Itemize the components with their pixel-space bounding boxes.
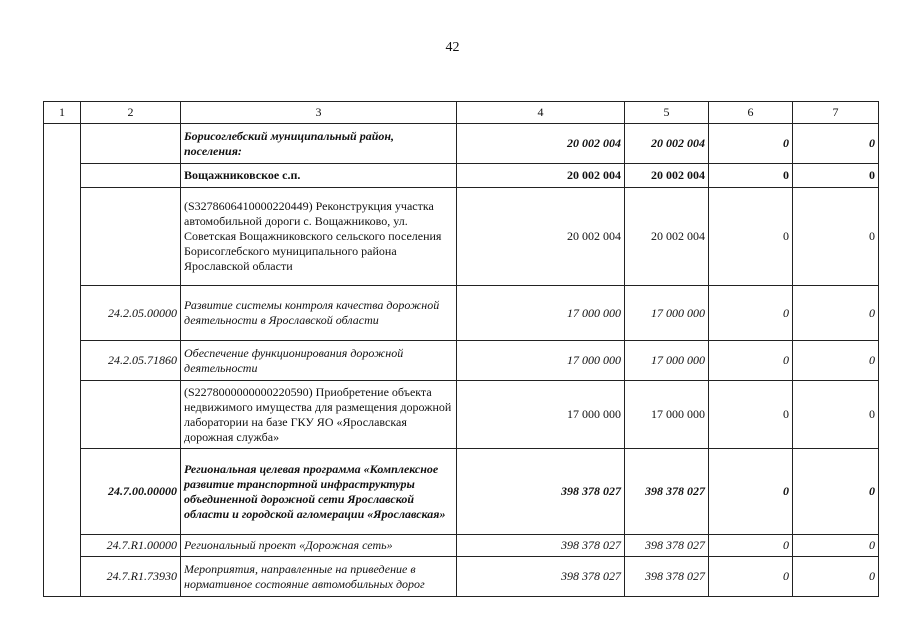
table-row — [44, 449, 879, 535]
value-cell: 17 000 000 — [457, 341, 625, 381]
value-cell: 398 378 027 — [625, 535, 709, 557]
value-cell: 20 002 004 — [625, 164, 709, 188]
table-row — [44, 124, 879, 164]
value-cell: 0 — [709, 286, 793, 341]
name-cell: Вощажниковское с.п. — [181, 164, 457, 188]
value-cell: 0 — [709, 341, 793, 381]
value-cell: 398 378 027 — [457, 535, 625, 557]
column-header: 2 — [81, 102, 181, 124]
code-cell — [81, 188, 181, 286]
value-cell: 0 — [709, 188, 793, 286]
value-cell: 17 000 000 — [457, 381, 625, 449]
column-1-cell — [44, 124, 81, 597]
code-cell: 24.7.R1.73930 — [81, 557, 181, 597]
name-cell: Борисоглебский муниципальный район, поселения: — [181, 124, 457, 164]
value-cell: 0 — [793, 188, 879, 286]
value-cell: 0 — [793, 164, 879, 188]
value-cell: 0 — [709, 449, 793, 535]
value-cell: 20 002 004 — [625, 188, 709, 286]
table-row — [44, 535, 879, 557]
code-cell: 24.2.05.71860 — [81, 341, 181, 381]
table-row — [44, 286, 879, 341]
name-cell: Развитие системы контроля качества дорожной деятельности в Ярославской области — [181, 286, 457, 341]
value-cell: 20 002 004 — [457, 124, 625, 164]
value-cell: 20 002 004 — [457, 164, 625, 188]
code-cell — [81, 381, 181, 449]
value-cell: 0 — [709, 124, 793, 164]
value-cell: 0 — [709, 381, 793, 449]
page-number: 42 — [445, 40, 460, 55]
value-cell: 398 378 027 — [625, 557, 709, 597]
value-cell: 0 — [709, 535, 793, 557]
value-cell: 0 — [793, 535, 879, 557]
value-cell: 0 — [793, 557, 879, 597]
code-cell: 24.7.R1.00000 — [81, 535, 181, 557]
value-cell: 17 000 000 — [457, 286, 625, 341]
column-header: 7 — [793, 102, 879, 124]
value-cell: 0 — [709, 164, 793, 188]
code-cell — [81, 164, 181, 188]
value-cell: 17 000 000 — [625, 381, 709, 449]
value-cell: 0 — [793, 286, 879, 341]
code-cell — [81, 124, 181, 164]
table-row — [44, 381, 879, 449]
column-header: 1 — [44, 102, 81, 124]
value-cell: 0 — [709, 557, 793, 597]
value-cell: 398 378 027 — [625, 449, 709, 535]
value-cell: 398 378 027 — [457, 449, 625, 535]
table-header-row — [44, 102, 879, 124]
budget-table — [43, 101, 879, 597]
value-cell: 0 — [793, 341, 879, 381]
name-cell: (S2278000000000220590) Приобретение объекта недвижимого имущества для размещения дорожной лаборатории на базе ГКУ ЯО «Ярославская дорожная служба» — [181, 381, 457, 449]
code-cell: 24.2.05.00000 — [81, 286, 181, 341]
value-cell: 20 002 004 — [625, 124, 709, 164]
name-cell: Региональная целевая программа «Комплексное развитие транспортной инфраструктуры объединенной дорожной сети Ярославской области и городской агломерации «Ярославская» — [181, 449, 457, 535]
name-cell: (S3278606410000220449) Реконструкция участка автомобильной дороги с. Вощажниково, ул. Советская Вощажниковского сельского поселения Борисоглебского муниципального района Ярославской области — [181, 188, 457, 286]
table-row — [44, 341, 879, 381]
table-row — [44, 557, 879, 597]
table-row — [44, 188, 879, 286]
value-cell: 20 002 004 — [457, 188, 625, 286]
value-cell: 398 378 027 — [457, 557, 625, 597]
table-row — [44, 164, 879, 188]
value-cell: 17 000 000 — [625, 286, 709, 341]
value-cell: 0 — [793, 449, 879, 535]
column-header: 6 — [709, 102, 793, 124]
value-cell: 0 — [793, 124, 879, 164]
name-cell: Региональный проект «Дорожная сеть» — [181, 535, 457, 557]
column-header: 4 — [457, 102, 625, 124]
column-header: 3 — [181, 102, 457, 124]
code-cell: 24.7.00.00000 — [81, 449, 181, 535]
column-header: 5 — [625, 102, 709, 124]
value-cell: 17 000 000 — [625, 341, 709, 381]
name-cell: Обеспечение функционирования дорожной деятельности — [181, 341, 457, 381]
value-cell: 0 — [793, 381, 879, 449]
name-cell: Мероприятия, направленные на приведение в нормативное состояние автомобильных дорог — [181, 557, 457, 597]
